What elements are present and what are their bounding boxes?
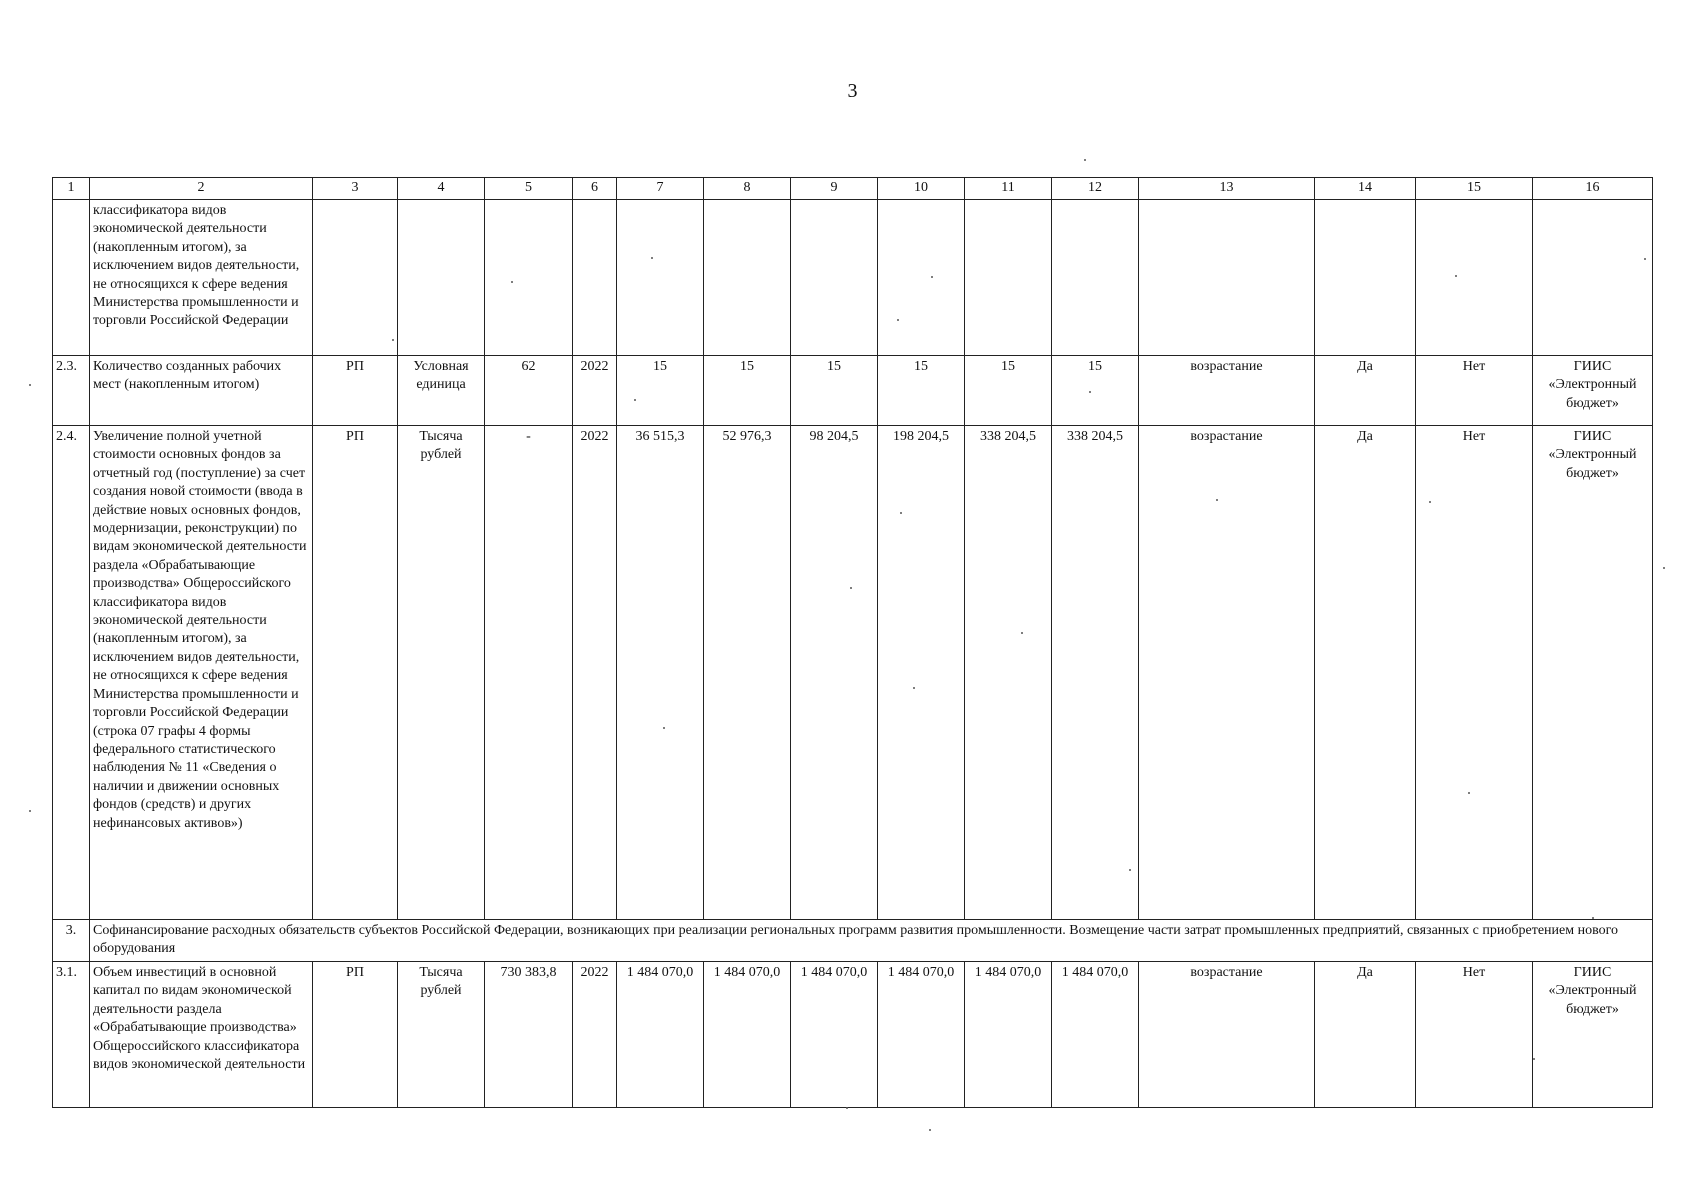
cumulative-flag: Да xyxy=(1315,962,1416,1108)
column-number: 15 xyxy=(1416,178,1533,200)
year-value xyxy=(704,200,791,356)
automated-flag: Нет xyxy=(1416,962,1533,1108)
column-number: 13 xyxy=(1139,178,1315,200)
column-number: 1 xyxy=(53,178,90,200)
info-system: ГИИС «Электронный бюджет» xyxy=(1533,426,1653,920)
indicator-name: Количество созданных рабочих мест (накопленным итогом) xyxy=(90,356,313,426)
year-value: 15 xyxy=(878,356,965,426)
info-system xyxy=(1533,200,1653,356)
column-number: 8 xyxy=(704,178,791,200)
column-number: 2 xyxy=(90,178,313,200)
section-title: Софинансирование расходных обязательств субъектов Российской Федерации, возникающих при реализации региональных программ развития промышленности. Возмещение части затрат промышленных предприятий, связанных с приобретением нового оборудования xyxy=(90,920,1653,962)
column-number: 14 xyxy=(1315,178,1416,200)
unit: Тысяча рублей xyxy=(398,426,485,920)
indicator-name: классификатора видов экономической деятельности (накопленным итогом), за исключением видов деятельности, не относящихся к сфере ведения Министерства промышленности и торговли Российской Федерации xyxy=(90,200,313,356)
base-value: 730 383,8 xyxy=(485,962,573,1108)
trend xyxy=(1139,200,1315,356)
year-value: 52 976,3 xyxy=(704,426,791,920)
year-value: 15 xyxy=(791,356,878,426)
column-number-row xyxy=(53,178,1653,200)
column-number: 5 xyxy=(485,178,573,200)
year-value: 1 484 070,0 xyxy=(878,962,965,1108)
trend: возрастание xyxy=(1139,356,1315,426)
unit xyxy=(398,200,485,356)
year-value xyxy=(791,200,878,356)
column-number: 16 xyxy=(1533,178,1653,200)
year-value xyxy=(617,200,704,356)
row-number: 2.3. xyxy=(53,356,90,426)
row-number: 2.4. xyxy=(53,426,90,920)
year-value: 98 204,5 xyxy=(791,426,878,920)
base-value: 62 xyxy=(485,356,573,426)
year-value: 15 xyxy=(1052,356,1139,426)
column-number: 6 xyxy=(573,178,617,200)
base-value xyxy=(485,200,573,356)
year-value: 198 204,5 xyxy=(878,426,965,920)
unit: Условная единица xyxy=(398,356,485,426)
automated-flag: Нет xyxy=(1416,356,1533,426)
base-year xyxy=(573,200,617,356)
page-number: 3 xyxy=(847,80,858,102)
table-row xyxy=(53,962,1653,1108)
indicator-level xyxy=(313,200,398,356)
column-number: 3 xyxy=(313,178,398,200)
trend: возрастание xyxy=(1139,426,1315,920)
column-number: 7 xyxy=(617,178,704,200)
column-number: 11 xyxy=(965,178,1052,200)
year-value: 15 xyxy=(617,356,704,426)
base-year: 2022 xyxy=(573,356,617,426)
indicator-level: РП xyxy=(313,426,398,920)
year-value: 1 484 070,0 xyxy=(965,962,1052,1108)
year-value: 36 515,3 xyxy=(617,426,704,920)
indicator-level: РП xyxy=(313,356,398,426)
column-number: 10 xyxy=(878,178,965,200)
base-year: 2022 xyxy=(573,426,617,920)
trend: возрастание xyxy=(1139,962,1315,1108)
year-value: 15 xyxy=(965,356,1052,426)
year-value: 1 484 070,0 xyxy=(1052,962,1139,1108)
cumulative-flag: Да xyxy=(1315,356,1416,426)
table-row xyxy=(53,356,1653,426)
year-value: 1 484 070,0 xyxy=(704,962,791,1108)
table-row-continuation xyxy=(53,200,1653,356)
cumulative-flag xyxy=(1315,200,1416,356)
column-number: 4 xyxy=(398,178,485,200)
column-number: 12 xyxy=(1052,178,1139,200)
table-row xyxy=(53,426,1653,920)
base-year: 2022 xyxy=(573,962,617,1108)
automated-flag xyxy=(1416,200,1533,356)
info-system: ГИИС «Электронный бюджет» xyxy=(1533,356,1653,426)
automated-flag: Нет xyxy=(1416,426,1533,920)
row-number xyxy=(53,200,90,356)
year-value xyxy=(878,200,965,356)
row-number: 3.1. xyxy=(53,962,90,1108)
info-system: ГИИС «Электронный бюджет» xyxy=(1533,962,1653,1108)
section-number: 3. xyxy=(53,920,90,962)
year-value: 1 484 070,0 xyxy=(791,962,878,1108)
unit: Тысяча рублей xyxy=(398,962,485,1108)
section-row xyxy=(53,920,1653,962)
base-value: - xyxy=(485,426,573,920)
column-number: 9 xyxy=(791,178,878,200)
indicators-table xyxy=(52,177,1653,1108)
indicator-name: Увеличение полной учетной стоимости основных фондов за отчетный год (поступление) за счет создания новой стоимости (ввода в действие новых основных фондов, модернизации, реконструкции) по видам экономической деятельности раздела «Обрабатывающие производства» Общероссийского классификатора видов экономической деятельности (накопленным итогом), за исключением видов деятельности, не относящихся к сфере ведения Министерства промышленности и торговли Российской Федерации (строка 07 графы 4 формы федерального статистического наблюдения № 11 «Сведения о наличии и движении основных фондов (средств) и других нефинансовых активов») xyxy=(90,426,313,920)
year-value xyxy=(965,200,1052,356)
indicator-name: Объем инвестиций в основной капитал по видам экономической деятельности раздела «Обрабатывающие производства» Общероссийского классификатора видов экономической деятельности xyxy=(90,962,313,1108)
year-value: 338 204,5 xyxy=(1052,426,1139,920)
cumulative-flag: Да xyxy=(1315,426,1416,920)
year-value xyxy=(1052,200,1139,356)
year-value: 338 204,5 xyxy=(965,426,1052,920)
indicator-level: РП xyxy=(313,962,398,1108)
year-value: 1 484 070,0 xyxy=(617,962,704,1108)
year-value: 15 xyxy=(704,356,791,426)
